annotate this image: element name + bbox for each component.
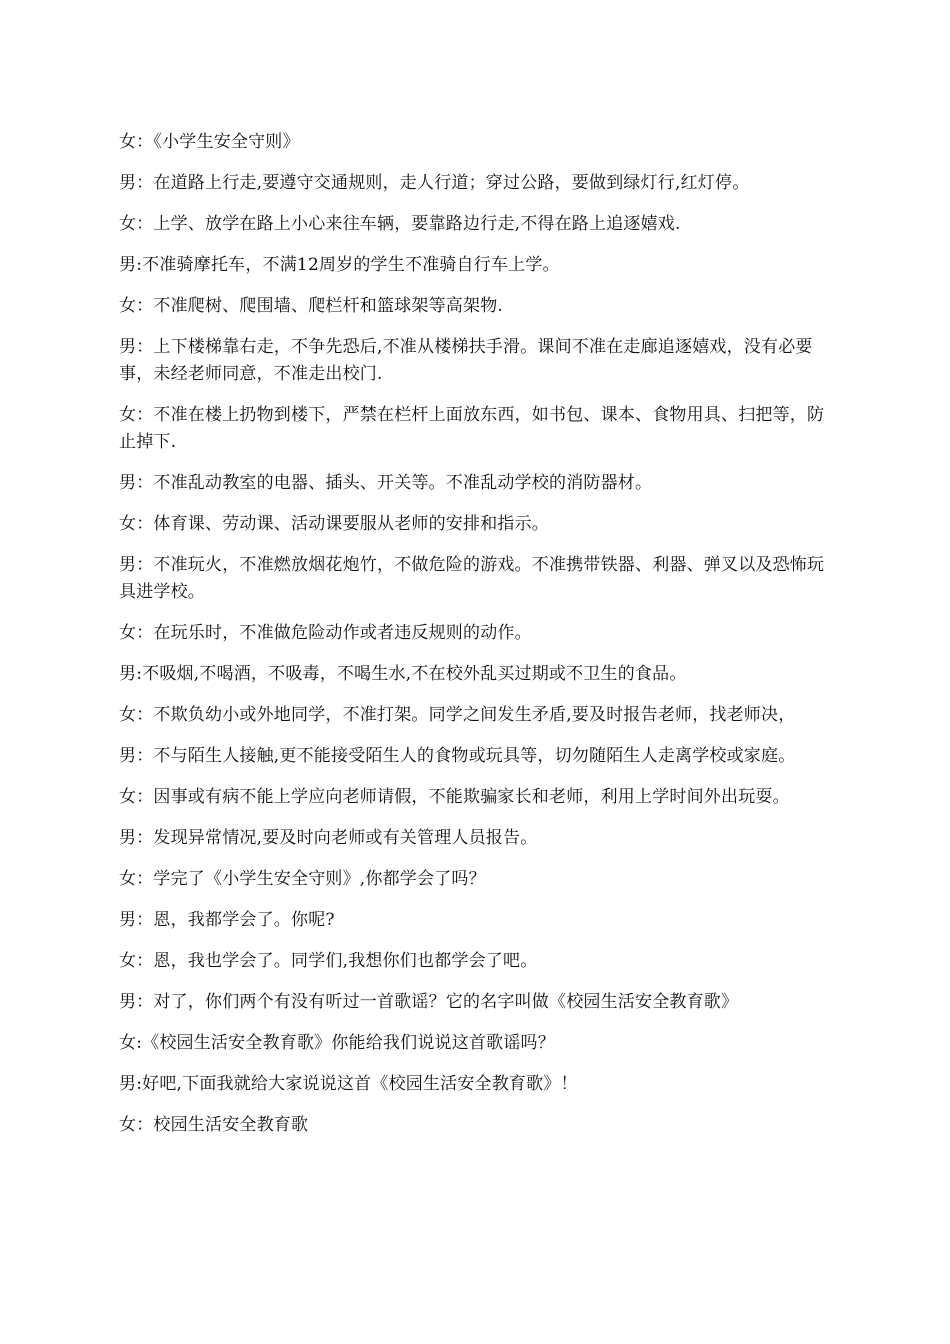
dialogue-line-3: 女：上学、放学在路上小心来往车辆，要靠路边行走,不得在路上追逐嬉戏.	[119, 214, 681, 234]
dialogue-line-17: 女：学完了《小学生安全守则》,你都学会了吗？	[119, 869, 486, 889]
dialogue-line-14: 男：不与陌生人接触,更不能接受陌生人的食物或玩具等，切勿随陌生人走离学校或家庭。	[119, 746, 796, 766]
dialogue-line-10: 男：不准玩火，不准燃放烟花炮竹，不做危险的游戏。不准携带铁器、利器、弹叉以及恐怖玩具进学校。	[119, 555, 825, 602]
dialogue-line-4: 男:不准骑摩托车，不满12周岁的学生不准骑自行车上学。	[119, 255, 560, 275]
dialogue-line-18: 男：恩，我都学会了。你呢?	[119, 910, 335, 930]
dialogue-line-16: 男：发现异常情况,要及时向老师或有关管理人员报告。	[119, 828, 538, 848]
dialogue-line-11: 女：在玩乐时，不准做危险动作或者违反规则的动作。	[119, 623, 532, 643]
dialogue-line-15: 女：因事或有病不能上学应向老师请假，不能欺骗家长和老师，利用上学时间外出玩耍。	[119, 787, 790, 807]
dialogue-line-12: 男:不吸烟,不喝酒，不吸毒，不喝生水,不在校外乱买过期或不卫生的食品。	[119, 664, 687, 684]
dialogue-line-23: 女：校园生活安全教育歌	[119, 1115, 309, 1135]
dialogue-line-7: 女：不准在楼上扔物到楼下，严禁在栏杆上面放东西，如书包、课本、食物用具、扫把等，防止掉下.	[119, 405, 825, 452]
dialogue-line-9: 女：体育课、劳动课、活动课要服从老师的安排和指示。	[119, 514, 549, 534]
dialogue-line-5: 女：不准爬树、爬围墙、爬栏杆和篮球架等高架物.	[119, 296, 504, 316]
dialogue-line-8: 男：不准乱动教室的电器、插头、开关等。不准乱动学校的消防器材。	[119, 473, 653, 493]
dialogue-line-6: 男：上下楼梯靠右走，不争先恐后,不准从楼梯扶手滑。课间不准在走廊追逐嬉戏，没有必要事，未经老师同意，不准走出校门.	[119, 337, 813, 384]
dialogue-line-2: 男：在道路上行走,要遵守交通规则，走人行道；穿过公路，要做到绿灯行,红灯停。	[119, 173, 750, 193]
dialogue-line-19: 女：恩，我也学会了。同学们,我想你们也都学会了吧。	[119, 951, 538, 971]
document-body	[119, 129, 837, 1153]
dialogue-line-22: 男:好吧,下面我就给大家说说这首《校园生活安全教育歌》！	[119, 1074, 578, 1094]
dialogue-line-13: 女：不欺负幼小或外地同学，不准打架。同学之间发生矛盾,要及时报告老师，找老师决，	[119, 705, 796, 725]
dialogue-line-20: 男：对了，你们两个有没有听过一首歌谣？它的名字叫做《校园生活安全教育歌》	[119, 992, 739, 1012]
dialogue-line-21: 女:《校园生活安全教育歌》你能给我们说说这首歌谣吗？	[119, 1033, 555, 1053]
dialogue-line-1: 女：《小学生安全守则》	[119, 132, 300, 152]
